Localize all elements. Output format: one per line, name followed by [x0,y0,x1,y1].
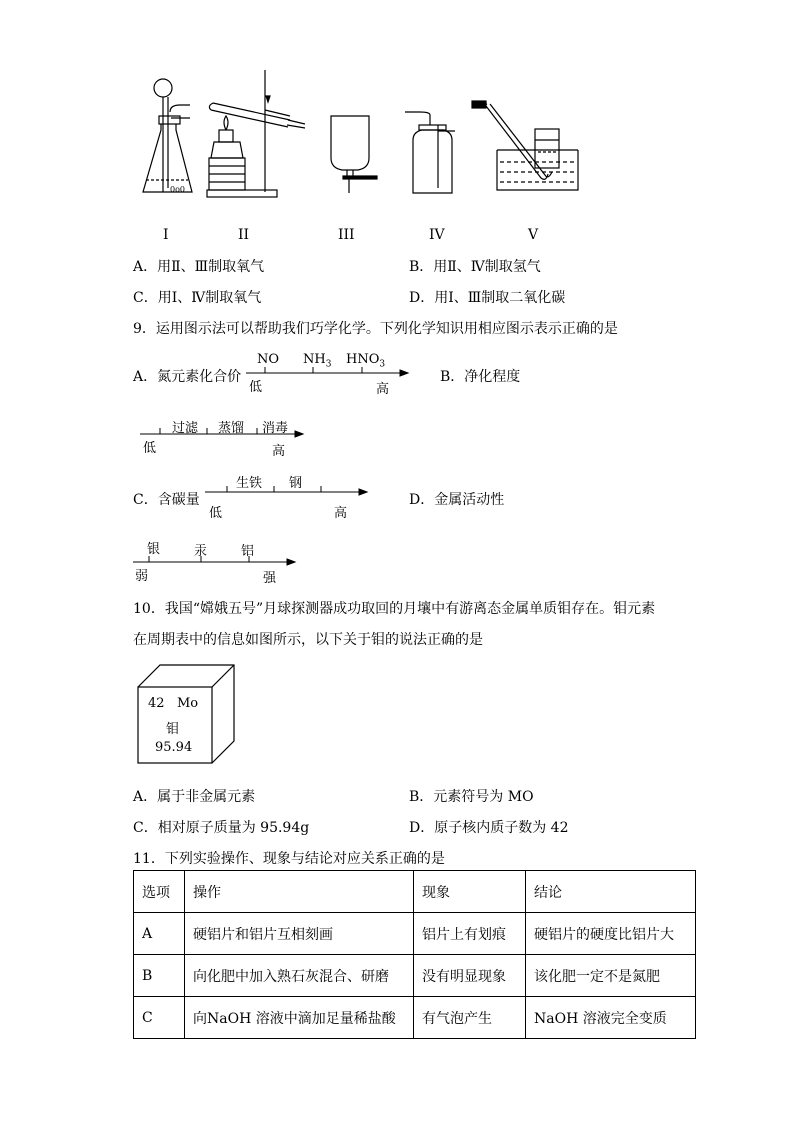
q9-c-item-steel: 钢 [289,476,303,491]
cell-phenomenon: 有气泡产生 [414,997,526,1039]
cell-conclusion: 硬铝片的硬度比铝片大 [526,913,696,955]
q9-b-item-distill: 蒸馏 [218,421,245,436]
cell-phenomenon: 铝片上有划痕 [414,913,526,955]
q9-a-item-hno3-sub: 3 [379,359,386,370]
q9-stem: 9．运用图示法可以帮助我们巧学化学。下列化学知识用相应图示表示正确的是 [133,321,618,337]
apparatus-label-iv: IV [429,227,445,243]
q10-stem-line2: 在周期表中的信息如图所示，以下关于钼的说法正确的是 [133,632,483,648]
q9-b-item-disinfect: 消毒 [262,421,289,436]
q9-b-high: 高 [272,444,286,459]
q10-option-d[interactable]: D．原子核内质子数为 42 [409,820,569,836]
q9-b-item-filter: 过滤 [172,421,199,436]
cell-option: A [134,913,185,955]
q9-d-low: 弱 [135,569,149,584]
element-name: 钼 [166,722,180,737]
q9-c-item-pig-iron: 生铁 [236,476,263,491]
header-phenomenon: 现象 [414,871,526,913]
element-atomic-mass: 95.94 [155,740,193,755]
table-header-row [134,871,696,913]
table-row[interactable] [134,997,696,1039]
header-option: 选项 [134,871,185,913]
apparatus-label-ii: II [238,227,250,243]
q8-option-c[interactable]: C．用Ⅰ、Ⅳ制取氧气 [133,290,262,306]
header-conclusion: 结论 [526,871,696,913]
q9-option-b[interactable]: B．净化程度 [440,369,521,385]
q8-option-a[interactable]: A．用Ⅱ、Ⅲ制取氧气 [133,259,265,275]
cell-option: C [134,997,185,1039]
apparatus-label-iii: III [338,227,355,243]
table-row[interactable] [134,955,696,997]
cell-conclusion: NaOH 溶液完全变质 [526,997,696,1039]
cell-phenomenon: 没有明显现象 [414,955,526,997]
q9-d-item-mercury: 汞 [194,544,208,559]
q9-a-item-nh3-text: NH [303,352,326,367]
table-row[interactable] [134,913,696,955]
q8-option-d[interactable]: D．用Ⅰ、Ⅲ制取二氧化碳 [409,290,566,306]
q10-option-a[interactable]: A．属于非金属元素 [133,789,256,805]
q9-option-d[interactable]: D．金属活动性 [409,492,505,508]
q9-option-c[interactable]: C．含碳量 [133,492,200,508]
cell-operation: 向化肥中加入熟石灰混合、研磨 [185,955,414,997]
q10-stem-line1: 10．我国“嫦娥五号”月球探测器成功取回的月壤中有游离态金属单质钼存在。钼元素 [133,601,656,617]
apparatus-label-v: V [528,227,539,243]
element-atomic-number: 42 [148,696,165,711]
q9-d-item-aluminum: 铝 [241,544,255,559]
q9-d-item-silver: 银 [147,542,161,557]
q10-option-b[interactable]: B．元素符号为 MO [409,789,534,805]
q11-stem: 11．下列实验操作、现象与结论对应关系正确的是 [133,851,445,867]
q8-option-b[interactable]: B．用Ⅱ、Ⅳ制取氢气 [409,259,541,275]
element-symbol: Mo [177,696,199,711]
apparatus-label-i: I [163,227,169,243]
svg-text:0o0: 0o0 [170,185,185,194]
q11-table [133,870,696,1039]
q9-c-high: 高 [334,506,348,521]
q9-a-high: 高 [376,382,390,397]
q9-a-item-no: NO [257,352,280,367]
q9-a-item-hno3-text: HNO [346,352,380,367]
cell-option: B [134,955,185,997]
cell-operation: 硬铝片和铝片互相刻画 [185,913,414,955]
q9-b-low: 低 [143,441,157,456]
cell-conclusion: 该化肥一定不是氮肥 [526,955,696,997]
header-operation: 操作 [185,871,414,913]
cell-operation: 向NaOH 溶液中滴加足量稀盐酸 [185,997,414,1039]
q10-option-c[interactable]: C．相对原子质量为 95.94g [133,820,310,836]
q9-a-item-nh3-sub: 3 [325,359,332,370]
q9-option-a[interactable]: A．氮元素化合价 [133,369,242,385]
q9-d-high: 强 [263,571,277,586]
q9-c-low: 低 [209,506,223,521]
q9-a-low: 低 [249,380,263,395]
